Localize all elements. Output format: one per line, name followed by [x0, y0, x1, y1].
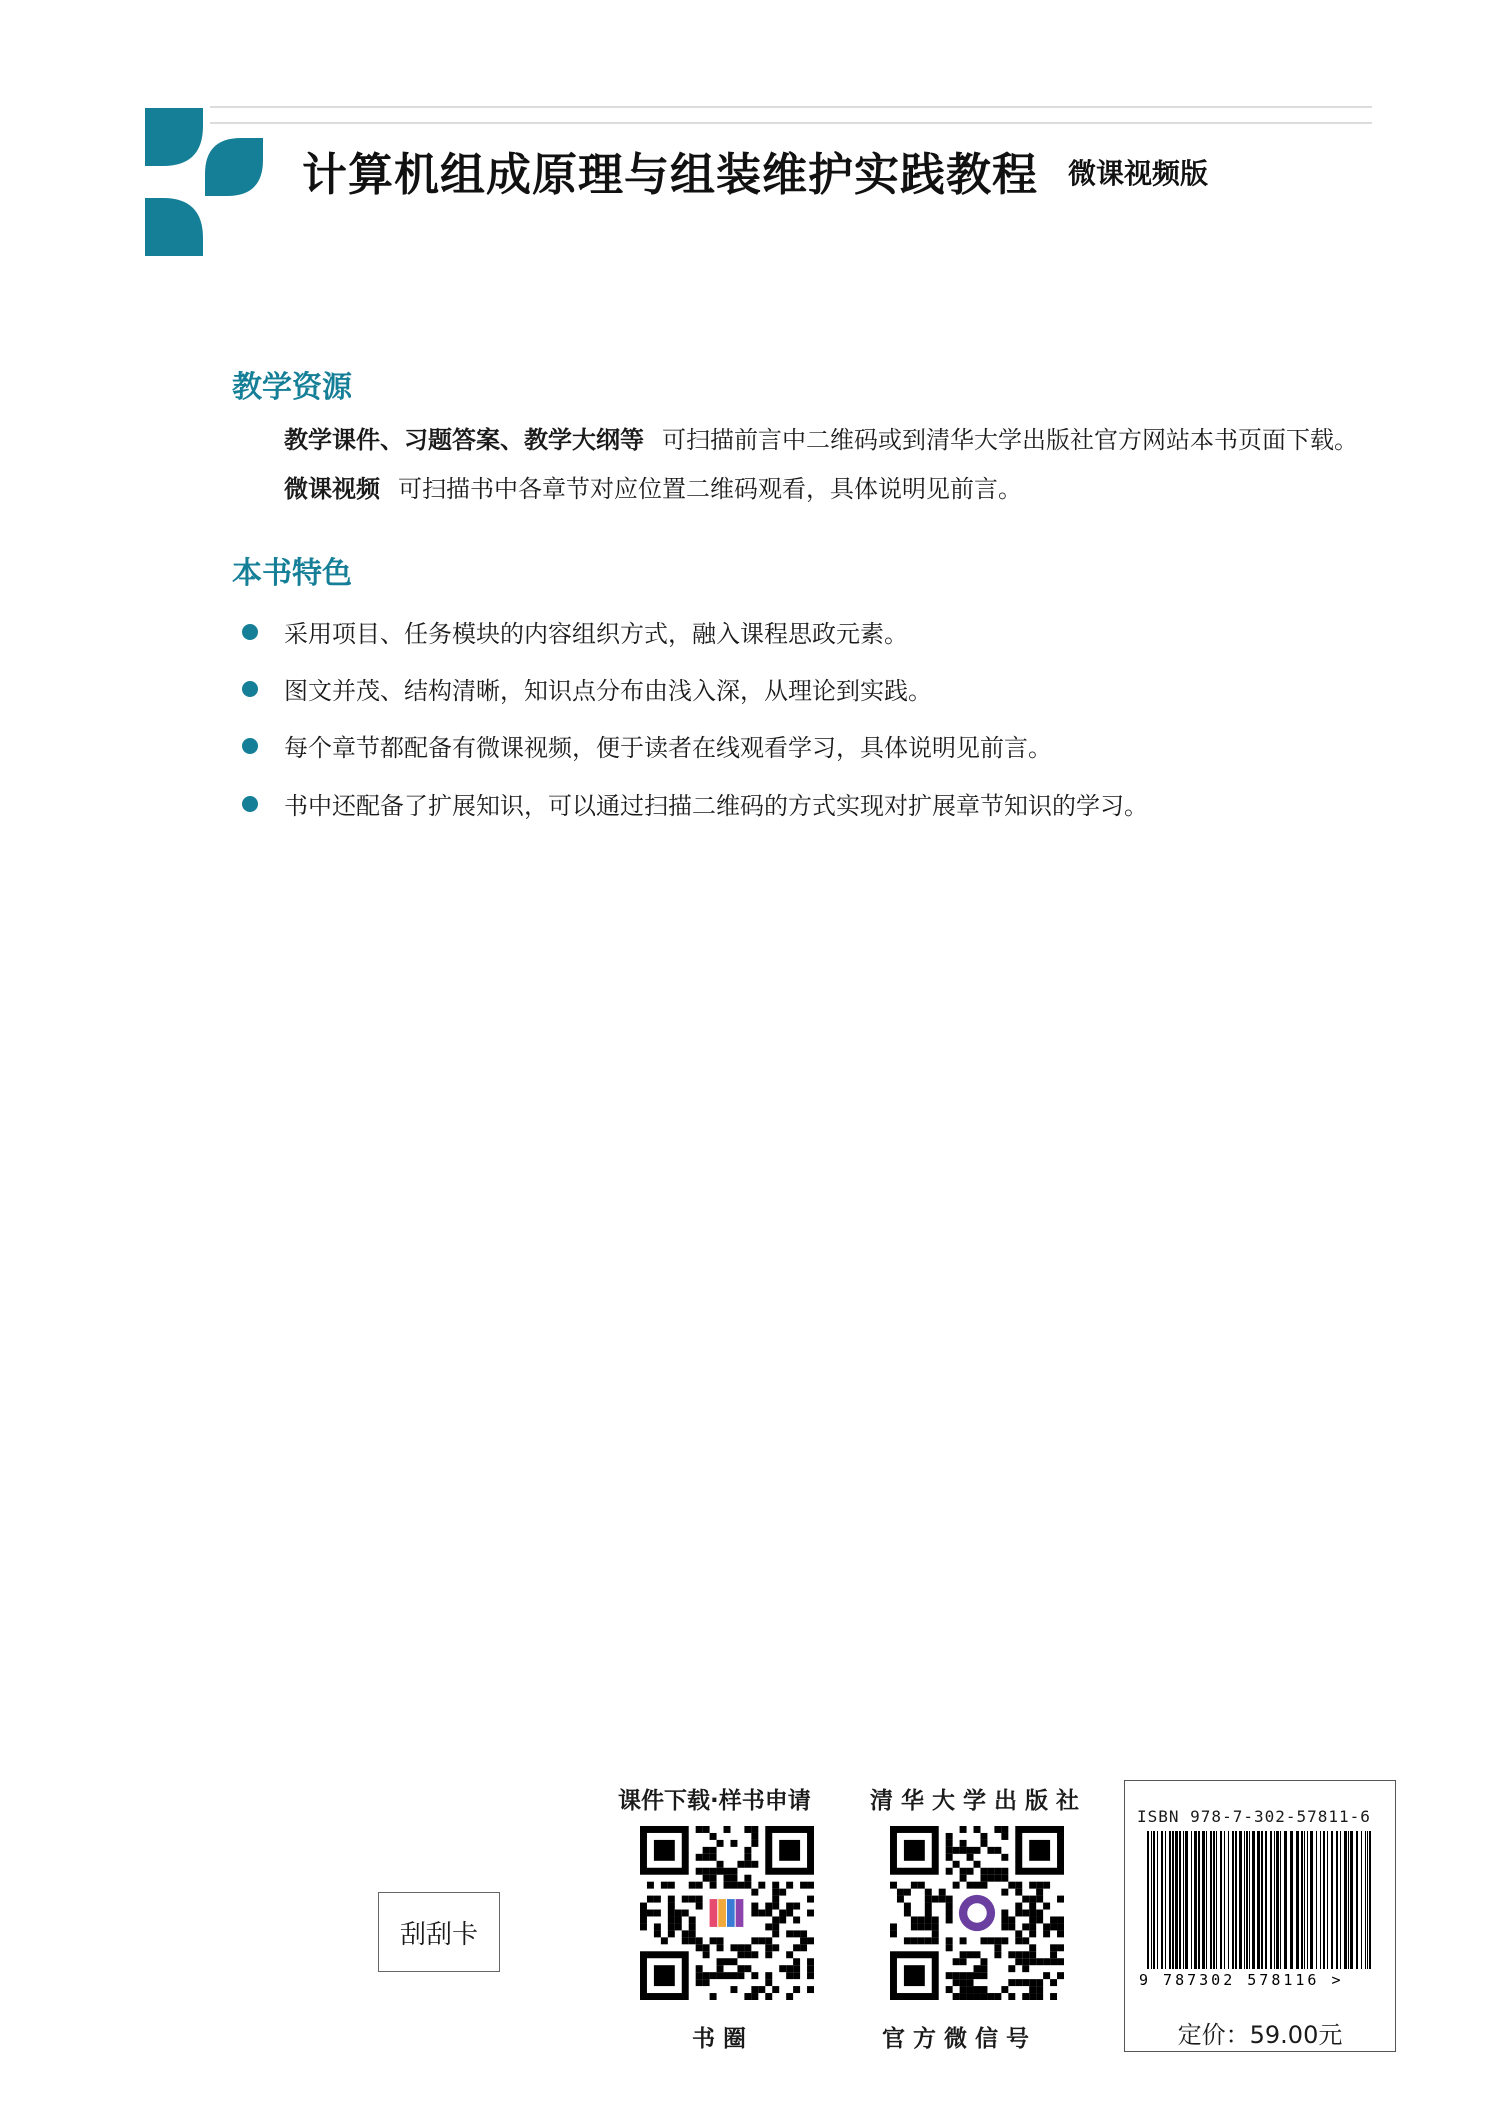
barcode-icon: [1137, 1831, 1385, 1991]
feature-text: 书中还配备了扩展知识，可以通过扫描二维码的方式实现对扩展章节知识的学习。: [284, 792, 1148, 820]
book-subtitle: 微课视频版: [1068, 157, 1209, 190]
resource-item-label: 微课视频: [284, 475, 380, 503]
resource-item-text: 可扫描前言中二维码或到清华大学出版社官方网站本书页面下载。: [662, 426, 1358, 454]
scratch-card: 刮刮卡: [378, 1892, 500, 1972]
feature-item: [242, 614, 908, 649]
isbn-number: ISBN 978-7-302-57811-6: [1137, 1807, 1371, 1826]
feature-item: [242, 728, 1052, 763]
resource-item-label: 教学课件、习题答案、教学大纲等: [284, 426, 644, 454]
series-logo-icon: [145, 108, 263, 256]
isbn-block: [1124, 1780, 1396, 2052]
qr1-caption-bottom: 书 圈: [692, 2026, 747, 2052]
feature-text: 每个章节都配备有微课视频，便于读者在线观看学习，具体说明见前言。: [284, 734, 1052, 762]
price: 定价：59.00元: [1177, 2021, 1343, 2049]
feature-text: 采用项目、任务模块的内容组织方式，融入课程思政元素。: [284, 620, 908, 648]
resource-item: [284, 420, 1358, 455]
header-rule-top: [210, 106, 1372, 108]
header-rule-bottom: [210, 122, 1372, 124]
feature-item: [242, 671, 932, 706]
qr2-caption-top: 清 华 大 学 出 版 社: [870, 1788, 1080, 1814]
barcode-digits: 9 787302 578116 >: [1139, 1971, 1344, 1989]
resources-heading: 教学资源: [232, 370, 352, 405]
bullet-icon: [242, 738, 258, 754]
resource-item: [284, 469, 1022, 504]
bullet-icon: [242, 796, 258, 812]
qr2-caption-bottom: 官 方 微 信 号: [882, 2026, 1030, 2052]
book-title: 计算机组成原理与组装维护实践教程: [302, 148, 1039, 201]
qr-code-icon[interactable]: [640, 1826, 814, 2000]
features-heading: 本书特色: [232, 556, 352, 591]
bullet-icon: [242, 624, 258, 640]
qr1-caption-top: 课件下载·样书申请: [618, 1788, 811, 1814]
feature-text: 图文并茂、结构清晰，知识点分布由浅入深，从理论到实践。: [284, 677, 932, 705]
bullet-icon: [242, 681, 258, 697]
feature-item: [242, 786, 1148, 821]
qr-code-icon[interactable]: [890, 1826, 1064, 2000]
resource-item-text: 可扫描书中各章节对应位置二维码观看，具体说明见前言。: [398, 475, 1022, 503]
